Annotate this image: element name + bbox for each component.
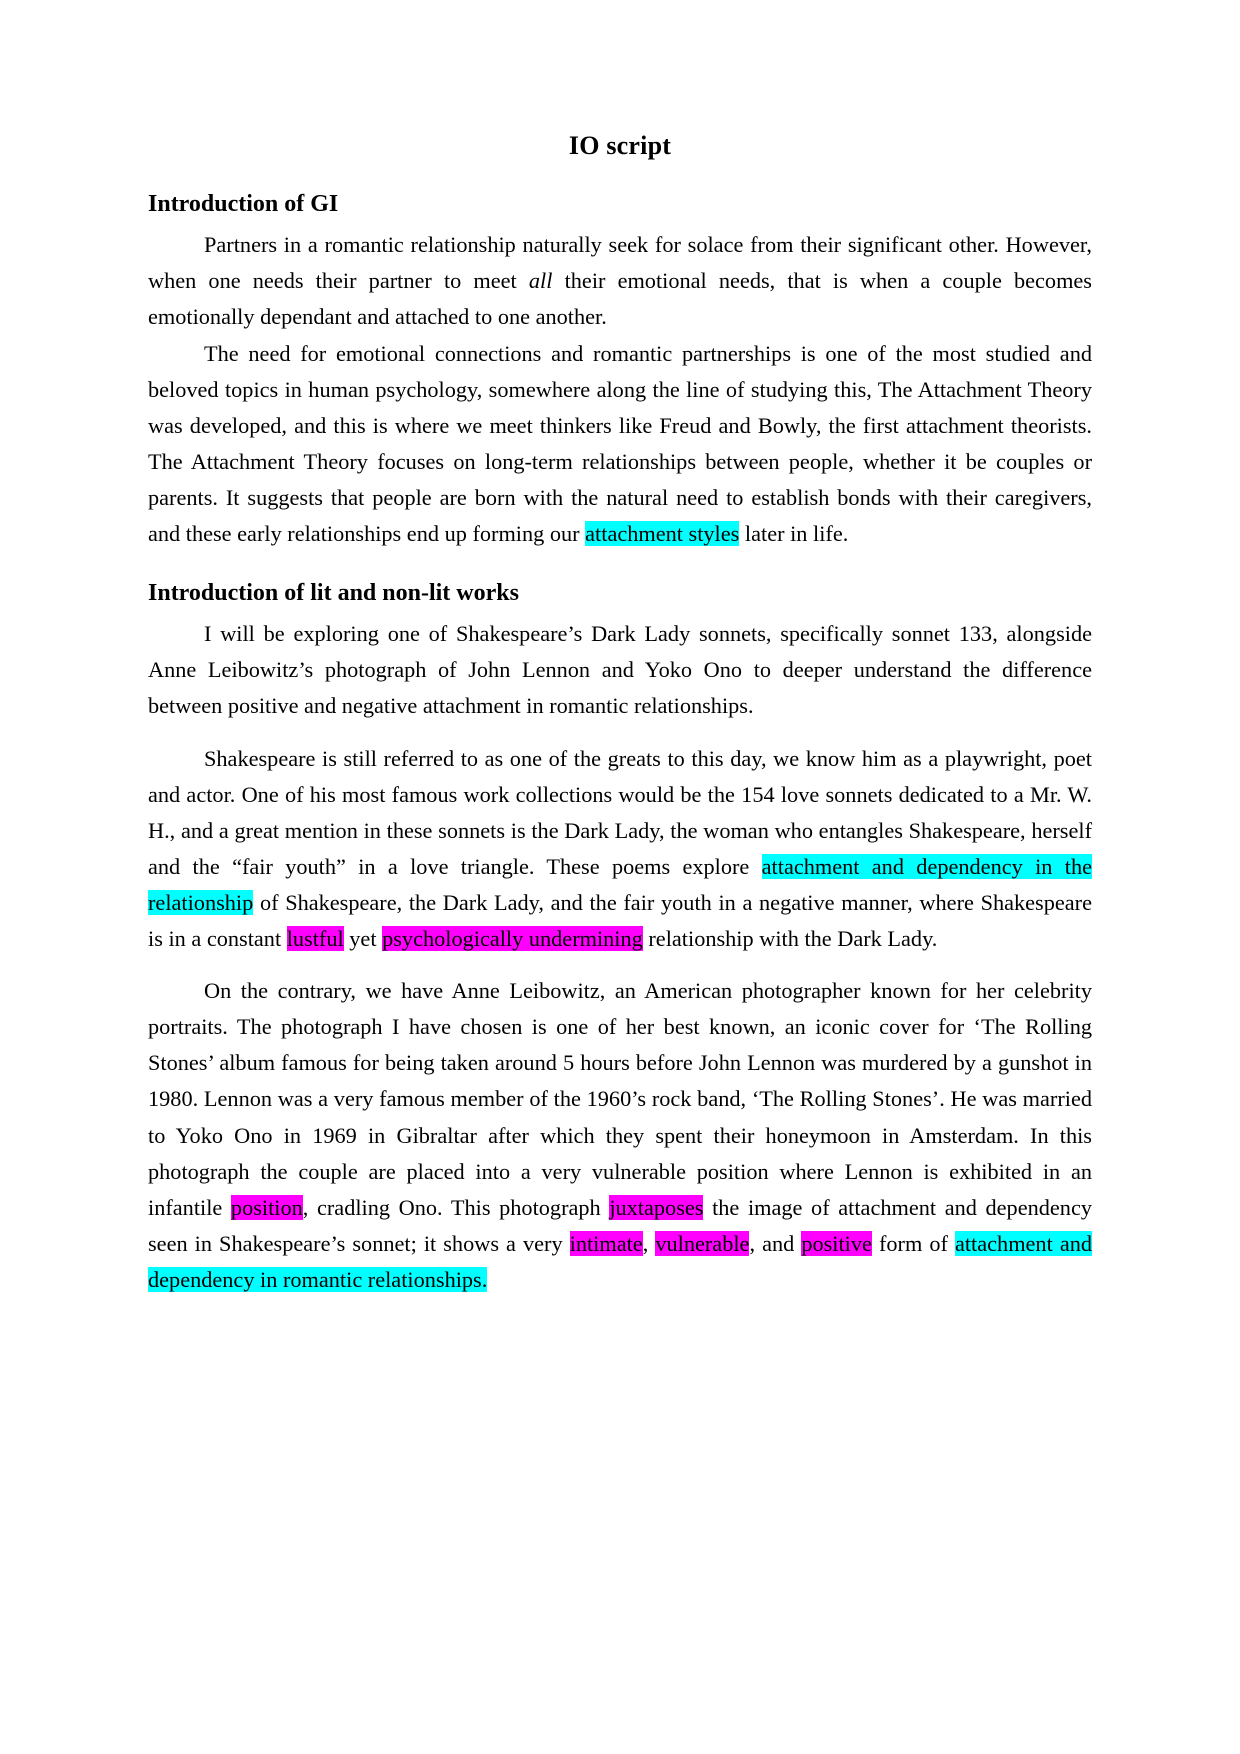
paragraph-shakespeare-dark-lady: [148, 741, 1092, 958]
section-heading-introduction-of-lit-and-non-lit-works: Introduction of lit and non-lit works: [148, 580, 519, 607]
paragraph-spacer: [148, 957, 1092, 973]
page-title: IO script: [568, 131, 672, 160]
body-text: ,: [642, 1230, 656, 1256]
body-text: , and: [749, 1230, 802, 1256]
cyan-highlight: attachment and dependency in the relationship: [148, 853, 1092, 915]
body-text: relationship with the Dark Lady.: [642, 926, 938, 952]
magenta-highlight: vulnerable: [655, 1230, 750, 1256]
cyan-highlight: attachment styles: [585, 521, 740, 547]
body-text: I will be exploring one of Shakespeare’s Dark Lady sonnets, specifically sonnet 133, alongside Anne Leibowitz’s photograph of John Lennon and Yoko Ono to deeper understand the difference between positive and negative attachment in romantic relationships.: [148, 621, 1092, 719]
body-text: form of: [871, 1230, 955, 1256]
section-heading-introduction-of-gi: Introduction of GI: [148, 191, 339, 218]
paragraph-partners-romantic-relationship: [148, 227, 1092, 335]
emphasis-text: all: [528, 268, 553, 294]
body-text: On the contrary, we have Anne Leibowitz, an American photographer known for her celebrity portraits. The photograph I have chosen is one of her best known, an iconic cover for ‘The Rolling Stones’ album famous for being taken around 5 hours before John Lennon was murdered by a gunshot in 1980. Lennon was a very famous member of the 1960’s rock band, ‘The Rolling Stones’. He was married to Yoko Ono in 1969 in Gibraltar after which they spent their honeymoon in Amsterdam. In this photograph the couple are placed into a very vulnerable position where Lennon is exhibited in an infantile: [148, 978, 1092, 1220]
body-text: yet: [343, 926, 383, 952]
body-text: , cradling Ono. This photograph: [302, 1194, 610, 1220]
body-text: The need for emotional connections and romantic partnerships is one of the most studied and beloved topics in human psychology, somewhere along the line of studying this, The Attachment Theory was developed, and this is where we meet thinkers like Freud and Bowly, the first attachment theorists. The Attachment Theory focuses on long-term relationships between people, whether it be couples or parents. It suggests that people are born with the natural need to establish bonds with their caregivers, and these early relationships end up forming our: [148, 340, 1092, 547]
paragraph-anne-leibowitz-photograph: [148, 973, 1092, 1298]
body-text: Partners in a romantic relationship naturally seek for solace from their significant other. However, when one needs their partner to meet: [148, 232, 1092, 294]
magenta-highlight: psychologically undermining: [382, 926, 643, 952]
magenta-highlight: lustful: [286, 926, 344, 952]
paragraph-attachment-theory: [148, 336, 1092, 553]
cyan-highlight: attachment and dependency in romantic relationships.: [148, 1230, 1093, 1293]
body-text: the image of attachment and dependency seen in Shakespeare’s sonnet; it shows a very: [148, 1194, 1092, 1256]
body-text: of Shakespeare, the Dark Lady, and the fair youth in a negative manner, where Shakespeare is in a constant: [148, 889, 1092, 952]
magenta-highlight: intimate: [569, 1230, 643, 1256]
magenta-highlight: position: [230, 1194, 303, 1220]
section-spacer: [148, 552, 1092, 578]
magenta-highlight: juxtaposes: [609, 1194, 704, 1220]
body-text: their emotional needs, that is when a couple becomes emotionally dependant and attached to one another.: [148, 268, 1092, 330]
paragraph-spacer: [148, 725, 1092, 741]
body-text: later in life.: [739, 521, 849, 547]
body-text: Shakespeare is still referred to as one of the greats to this day, we know him as a playwright, poet and actor. One of his most famous work collections would be the 154 love sonnets dedicated to a Mr. W. H., and a great mention in these sonnets is the Dark Lady, the woman who entangles Shakespeare, herself and the “fair youth” in a love triangle. These poems explore: [148, 745, 1092, 879]
paragraph-exploring-sonnet-133: [148, 616, 1092, 724]
magenta-highlight: positive: [801, 1230, 872, 1256]
